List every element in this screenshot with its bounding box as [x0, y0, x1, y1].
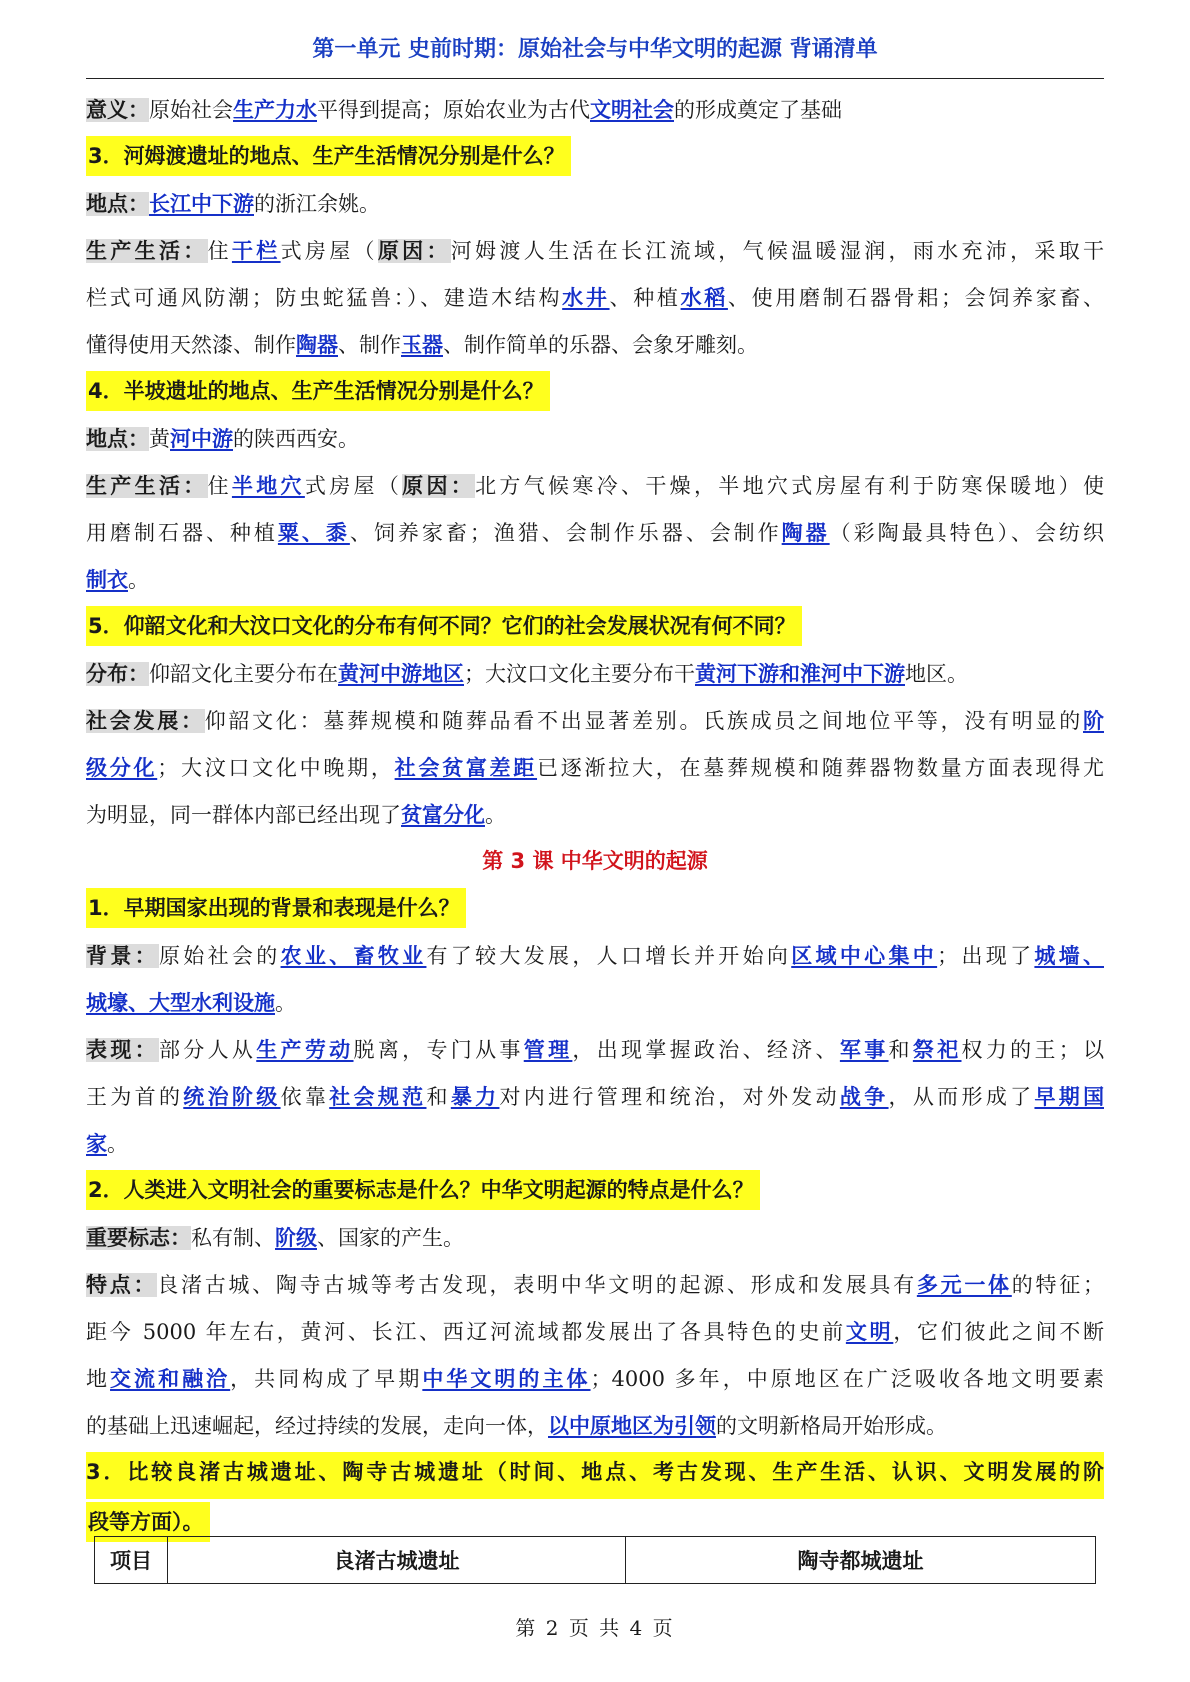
text-line	[86, 1214, 1104, 1261]
text-segment: 仰韶文化主要分布在	[149, 662, 338, 686]
text-segment: 和	[426, 1085, 451, 1109]
key-term: 水稻	[680, 285, 728, 310]
text-line	[86, 415, 1104, 462]
text-segment: 私有制、	[191, 1226, 275, 1250]
text-segment: 仰韶文化：墓葬规模和随葬品看不出显著差别。氏族成员之间地位平等，没有明显的	[204, 709, 1084, 733]
text-segment: 式房屋（	[304, 474, 403, 498]
key-term: 水井	[562, 285, 610, 310]
key-term: 军事	[839, 1037, 889, 1062]
text-segment: 住	[207, 474, 232, 498]
text-segment: 原始社会	[149, 98, 233, 122]
question-line	[86, 1452, 1104, 1499]
key-term: 城墙、	[1034, 943, 1104, 968]
text-segment: 平得到提高；原始农业为古代	[317, 98, 590, 122]
text-segment: ，从而形成了	[888, 1085, 1035, 1109]
text-segment: 地区。	[905, 662, 968, 686]
text-segment: 良渚古城、陶寺古城等考古发现，表明中华文明的起源、形成和发展具有	[157, 1273, 917, 1297]
table-header-cell: 良渚古城遗址	[168, 1537, 626, 1584]
key-term: 级分化	[86, 755, 158, 780]
field-label: 生产生活：	[86, 239, 208, 263]
text-segment: 式房屋（	[280, 239, 378, 263]
key-term: 多元一体	[916, 1272, 1012, 1297]
text-segment: 的文明新格局开始形成。	[716, 1414, 947, 1438]
text-segment: 3．比较良渚古城遗址、陶寺古城遗址（时间、地点、考古发现、生产生活、认识、文明发展的阶	[86, 1460, 1104, 1484]
table-header-cell: 陶寺都城遗址	[626, 1537, 1096, 1584]
field-label: 社会发展：	[86, 709, 205, 733]
table-header-cell: 项目	[95, 1537, 168, 1584]
key-term: 社会规范	[329, 1084, 427, 1109]
text-segment: 。	[485, 803, 506, 827]
text-line	[86, 462, 1104, 509]
key-term: 阶级	[275, 1225, 317, 1250]
text-line	[86, 274, 1104, 321]
key-term: 长江中下游	[149, 191, 254, 216]
question-line	[86, 368, 1104, 415]
text-segment: 原始社会的	[158, 944, 281, 968]
text-segment: 已逐渐拉大，在墓葬规模和随葬器物数量方面表现得尤	[537, 756, 1104, 780]
text-segment: ；大汶口文化中晚期，	[157, 756, 395, 780]
text-segment: 部分人从	[158, 1038, 257, 1062]
key-term: 黄河中游地区	[338, 661, 464, 686]
text-segment: 的形成奠定了基础	[674, 98, 842, 122]
question-highlight	[86, 1170, 760, 1210]
text-segment: 3．河姆渡遗址的地点、生产生活情况分别是什么？	[88, 144, 565, 168]
text-segment: 河姆渡人生活在长江流域，气候温暖湿润，雨水充沛，采取干	[450, 239, 1104, 263]
field-label: 表现：	[86, 1038, 159, 1062]
text-line	[86, 1120, 1104, 1167]
key-term: 贫富分化	[401, 802, 485, 827]
text-segment: 的浙江余姚。	[254, 192, 380, 216]
text-segment: 对内进行管理和统治，对外发动	[499, 1085, 840, 1109]
text-segment: 用磨制石器、种植	[86, 521, 278, 545]
key-term: 统治阶级	[183, 1084, 281, 1109]
text-segment: 段等方面）。	[88, 1510, 204, 1534]
text-segment: 为明显，同一群体内部已经出现了	[86, 803, 401, 827]
field-label: 原因：	[402, 474, 476, 498]
key-term: 玉器	[401, 332, 443, 357]
text-line	[86, 744, 1104, 791]
question-line	[86, 1167, 1104, 1214]
text-line	[86, 979, 1104, 1026]
text-segment: ，它们彼此之间不断	[893, 1320, 1104, 1344]
field-label: 分布：	[86, 662, 149, 686]
key-term: 管理	[523, 1037, 573, 1062]
text-line	[86, 556, 1104, 603]
text-segment: 的特征；	[1011, 1273, 1104, 1297]
key-term: 交流和融洽	[110, 1366, 231, 1391]
text-segment: ；大汶口文化主要分布干	[464, 662, 695, 686]
key-term: 干栏	[231, 238, 281, 263]
text-segment: ，出现掌握政治、经济、	[572, 1038, 840, 1062]
text-line	[86, 1073, 1104, 1120]
text-segment: 5．仰韶文化和大汶口文化的分布有何不同？它们的社会发展状况有何不同？	[88, 614, 796, 638]
key-term: 阶	[1083, 708, 1104, 733]
field-label: 特点：	[86, 1273, 158, 1297]
text-segment: 1．早期国家出现的背景和表现是什么？	[88, 896, 460, 920]
text-segment: 权力的王；以	[961, 1038, 1104, 1062]
key-term: 农业、畜牧业	[280, 943, 427, 968]
field-label: 背景：	[86, 944, 159, 968]
key-term: 粟、黍	[277, 520, 350, 545]
text-line	[86, 180, 1104, 227]
text-line	[86, 1355, 1104, 1402]
text-segment: 北方气候寒冷、干燥，半地穴式房屋有利于防寒保暖地）使	[475, 474, 1104, 498]
text-segment: 距今 5000 年左右，黄河、长江、西辽河流域都发展出了各具特色的史前	[86, 1320, 846, 1344]
text-segment: 4．半坡遗址的地点、生产生活情况分别是什么？	[88, 379, 544, 403]
key-term: 陶器	[781, 520, 830, 545]
text-segment: 懂得使用天然漆、制作	[86, 333, 296, 357]
key-term: 黄河下游和淮河中下游	[695, 661, 905, 686]
text-segment: 依靠	[280, 1085, 330, 1109]
text-segment: 。	[128, 568, 149, 592]
key-term: 战争	[839, 1084, 889, 1109]
text-segment: 、使用磨制石器骨耜；会饲养家畜、	[727, 286, 1104, 310]
text-segment: 、国家的产生。	[317, 1226, 464, 1250]
key-term: 早期国	[1034, 1084, 1104, 1109]
text-segment: （彩陶最具特色）、会纺织	[829, 521, 1104, 545]
key-term: 生产劳动	[256, 1037, 354, 1062]
key-term: 祭祀	[912, 1037, 962, 1062]
text-line	[86, 509, 1104, 556]
text-segment: 2．人类进入文明社会的重要标志是什么？中华文明起源的特点是什么？	[88, 1178, 754, 1202]
key-term: 社会贫富差距	[394, 755, 538, 780]
text-line	[86, 932, 1104, 979]
text-segment: 住	[207, 239, 232, 263]
text-line	[86, 1402, 1104, 1449]
text-segment: 栏式可通风防潮；防虫蛇猛兽：）、建造木结构	[86, 286, 563, 310]
field-label: 意义：	[86, 98, 149, 122]
text-segment: ，共同构成了早期	[230, 1367, 423, 1391]
key-term: 制衣	[86, 567, 128, 592]
page-header-title: 第一单元 史前时期：原始社会与中华文明的起源 背诵清单	[86, 30, 1104, 79]
key-term: 城壕、大型水利设施	[86, 990, 275, 1015]
key-term: 半地穴	[231, 473, 305, 498]
text-segment: ；出现了	[937, 944, 1035, 968]
key-term: 中华文明的主体	[422, 1366, 591, 1391]
text-line	[86, 1026, 1104, 1073]
text-segment: 脱离，专门从事	[353, 1038, 524, 1062]
field-label: 地点：	[86, 192, 149, 216]
text-line	[86, 697, 1104, 744]
text-segment: 有了较大发展，人口增长并开始向	[426, 944, 792, 968]
text-line	[86, 1261, 1104, 1308]
text-segment: 黄	[149, 427, 170, 451]
key-term: 以中原地区为引领	[548, 1413, 716, 1438]
text-segment: 。	[107, 1132, 128, 1156]
key-term: 文明	[845, 1319, 894, 1344]
field-label: 原因：	[377, 239, 451, 263]
text-segment: 地	[86, 1367, 111, 1391]
text-segment: 的基础上迅速崛起，经过持续的发展，走向一体，	[86, 1414, 548, 1438]
field-label: 地点：	[86, 427, 149, 451]
question-line	[86, 603, 1104, 650]
text-line	[86, 1308, 1104, 1355]
question-highlight	[86, 606, 802, 646]
text-segment: 、制作简单的乐器、会象牙雕刻。	[443, 333, 758, 357]
text-segment: 。	[275, 991, 296, 1015]
lesson-title	[86, 838, 1104, 885]
key-term: 暴力	[450, 1084, 500, 1109]
text-line	[86, 86, 1104, 133]
key-term: 文明社会	[590, 97, 674, 122]
question-highlight	[86, 888, 466, 928]
key-term: 河中游	[170, 426, 233, 451]
question-highlight	[86, 371, 550, 411]
table-header-row	[95, 1537, 1096, 1584]
text-line	[86, 321, 1104, 368]
text-segment: 、种植	[609, 286, 681, 310]
key-term: 陶器	[296, 332, 338, 357]
comparison-table	[94, 1536, 1096, 1584]
field-label: 生产生活：	[86, 474, 208, 498]
question-line	[86, 885, 1104, 932]
page-footer: 第 2 页 共 4 页	[515, 1616, 675, 1640]
question-line	[86, 133, 1104, 180]
key-term: 家	[86, 1131, 107, 1156]
text-segment: ；4000 多年，中原地区在广泛吸收各地文明要素	[590, 1367, 1104, 1391]
text-segment: 第 3 课 中华文明的起源	[482, 849, 708, 873]
field-label: 重要标志：	[86, 1226, 191, 1250]
text-segment: 和	[888, 1038, 913, 1062]
content-body	[86, 86, 1104, 1546]
text-segment: 、饲养家畜；渔猎、会制作乐器、会制作	[349, 521, 782, 545]
key-term: 区域中心集中	[791, 943, 938, 968]
text-segment: 的陕西西安。	[233, 427, 359, 451]
text-line	[86, 650, 1104, 697]
text-segment: 、制作	[338, 333, 401, 357]
text-line	[86, 227, 1104, 274]
key-term: 生产力水	[233, 97, 317, 122]
question-highlight	[86, 136, 571, 176]
text-segment: 王为首的	[86, 1085, 184, 1109]
text-line	[86, 791, 1104, 838]
